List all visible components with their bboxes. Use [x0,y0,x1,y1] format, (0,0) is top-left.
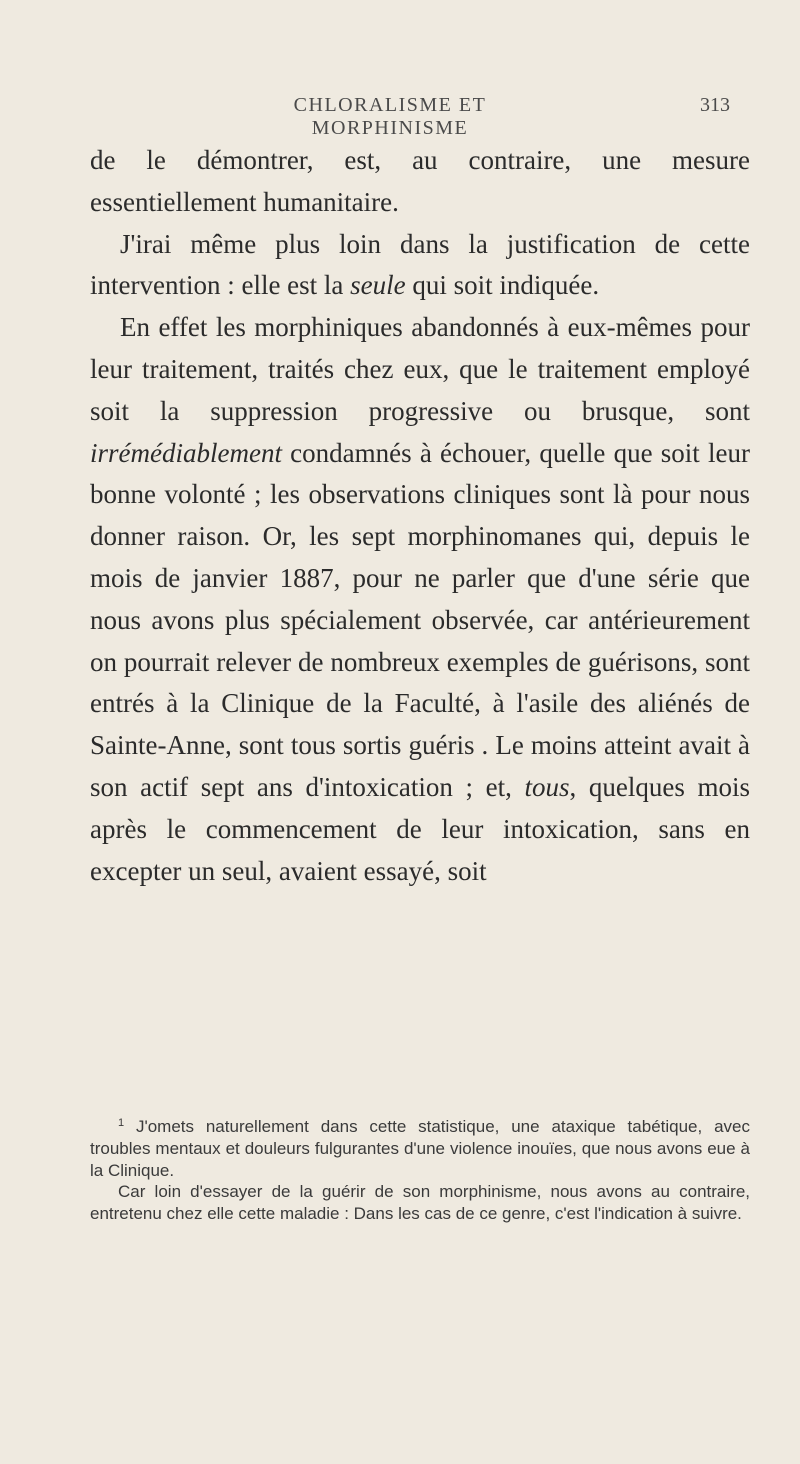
paragraph-3-text-b: condamnés à échouer, quelle que soit leur bonne volonté ; les observations cliniques sont là pour nous donner raison. Or, les sept morphinomanes qui, depuis le mois de janvier 1887, pour ne parler que d'une série que nous avons plus spécialement observée, car antérieurement on pourrait relever de nombreux exemples de guérisons, sont entrés à la Clinique de la Faculté, à l'asile des aliénés de Sainte-Anne, sont tous sortis guéris . Le moins atteint avait à son actif sept ans d'intoxication ; et, [90,437,750,802]
paragraph-1-text: de le démontrer, est, au contraire, une mesure essentiellement humanitaire. [90,145,750,217]
footnote [90,1113,750,1225]
paragraph-2-text-a: J'irai même plus loin dans la justification de cette intervention : elle est la [90,228,750,301]
paragraph-2-text-b: qui soit indiquée. [405,270,600,301]
emphasis-irremediablement: irrémédiablement [90,437,282,468]
running-title: CHLORALISME ET MORPHINISME [293,94,487,139]
paragraph-3 [90,307,750,892]
footnote-paragraph-2 [90,1181,750,1225]
footnote-text-a: J'omets naturellement dans cette statistique, une ataxique tabétique, avec troubles mentaux et douleurs fulgurantes d'une violence inouïes, que nous avons eue à la Clinique. [90,1117,750,1180]
paragraph-1 [90,140,750,224]
paragraph-3-text-a: En effet les morphiniques abandonnés à eux-mêmes pour leur traitement, traités chez eux, que le traitement employé soit la suppression progressive ou brusque, sont [90,312,750,426]
footnote-marker: 1 [118,1117,125,1129]
paragraph-2 [90,224,750,308]
page-number: 313 [700,94,730,116]
emphasis-seule: seule [350,270,406,301]
emphasis-tous: tous [524,771,570,802]
footnote-paragraph-1 [90,1113,750,1181]
footnote-text-b: Car loin d'essayer de la guérir de son morphinisme, nous avons au contraire, entretenu chez elle cette maladie : Dans les cas de ce genre, c'est l'indication à suivre. [90,1182,750,1224]
paragraph-3-text-c: , quelques mois après le commencement de leur intoxication, sans en excepter un seul, avaient essayé, soit [90,771,750,886]
body-text [90,140,750,892]
